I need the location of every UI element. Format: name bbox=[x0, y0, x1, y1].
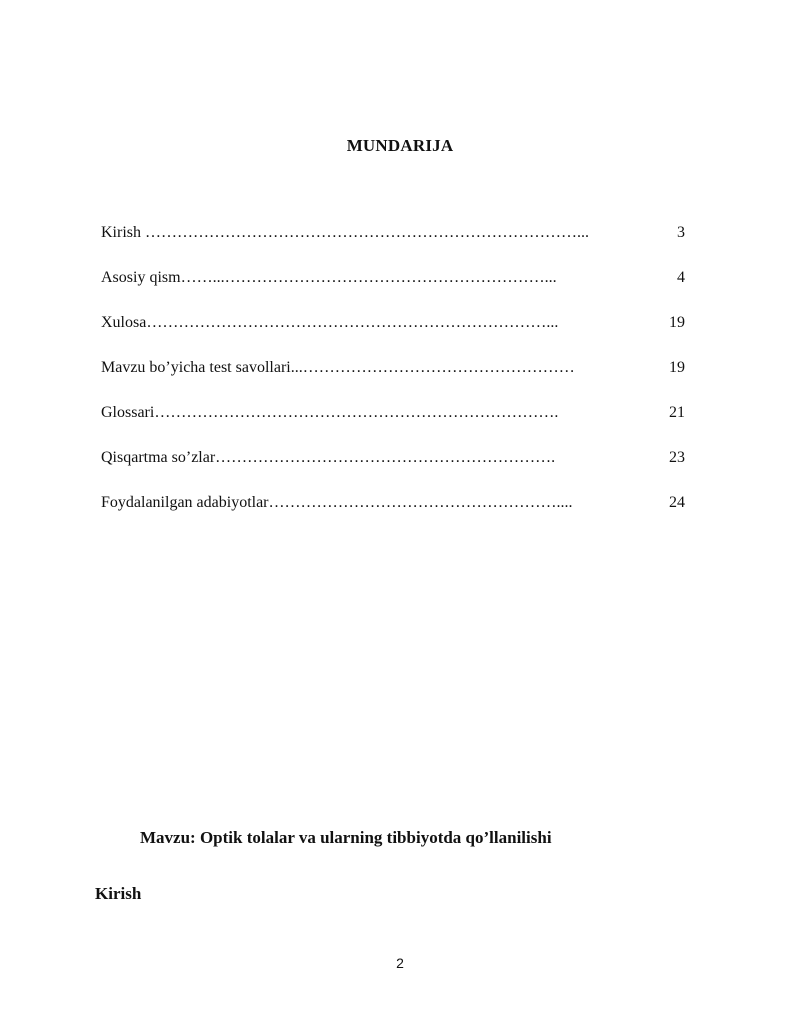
toc-entry-label: Kirish ………………………………………………………………………... bbox=[101, 224, 589, 241]
toc-entry-glossari bbox=[101, 402, 691, 447]
toc-entry-page: 24 bbox=[669, 494, 685, 511]
toc-entry-label: Xulosa…………………………………………………………………... bbox=[101, 314, 559, 331]
toc-entry-page: 19 bbox=[669, 314, 685, 331]
toc-entry-test-savollari bbox=[101, 357, 691, 402]
topic-heading: Mavzu: Optik tolalar va ularning tibbiyotda qo’llanilishi bbox=[140, 828, 552, 847]
table-of-contents bbox=[101, 222, 691, 537]
toc-entry-label: Mavzu bo’yicha test savollari...…………………………………………… bbox=[101, 359, 575, 376]
toc-entry-label: Glossari…………………………………………………………………. bbox=[101, 404, 559, 421]
page-title: MUNDARIJA bbox=[346, 136, 454, 155]
toc-entry-asosiy-qism bbox=[101, 267, 691, 312]
toc-entry-label: Qisqartma so’zlar………………………………………………………. bbox=[101, 449, 556, 466]
toc-entry-page: 23 bbox=[669, 449, 685, 466]
toc-entry-page: 3 bbox=[677, 224, 685, 241]
page-number: 2 bbox=[396, 955, 404, 971]
toc-entry-adabiyotlar bbox=[101, 492, 691, 537]
toc-entry-label: Asosiy qism……...……………………………………………………... bbox=[101, 269, 557, 286]
toc-entry-qisqartma-sozlar bbox=[101, 447, 691, 492]
section-heading: Kirish bbox=[95, 884, 142, 903]
toc-entry-kirish bbox=[101, 222, 691, 267]
toc-entry-page: 21 bbox=[669, 404, 685, 421]
toc-entry-page: 19 bbox=[669, 359, 685, 376]
toc-entry-label: Foydalanilgan adabiyotlar……………………………………………….... bbox=[101, 494, 573, 511]
toc-entry-page: 4 bbox=[677, 269, 685, 286]
toc-entry-xulosa bbox=[101, 312, 691, 357]
